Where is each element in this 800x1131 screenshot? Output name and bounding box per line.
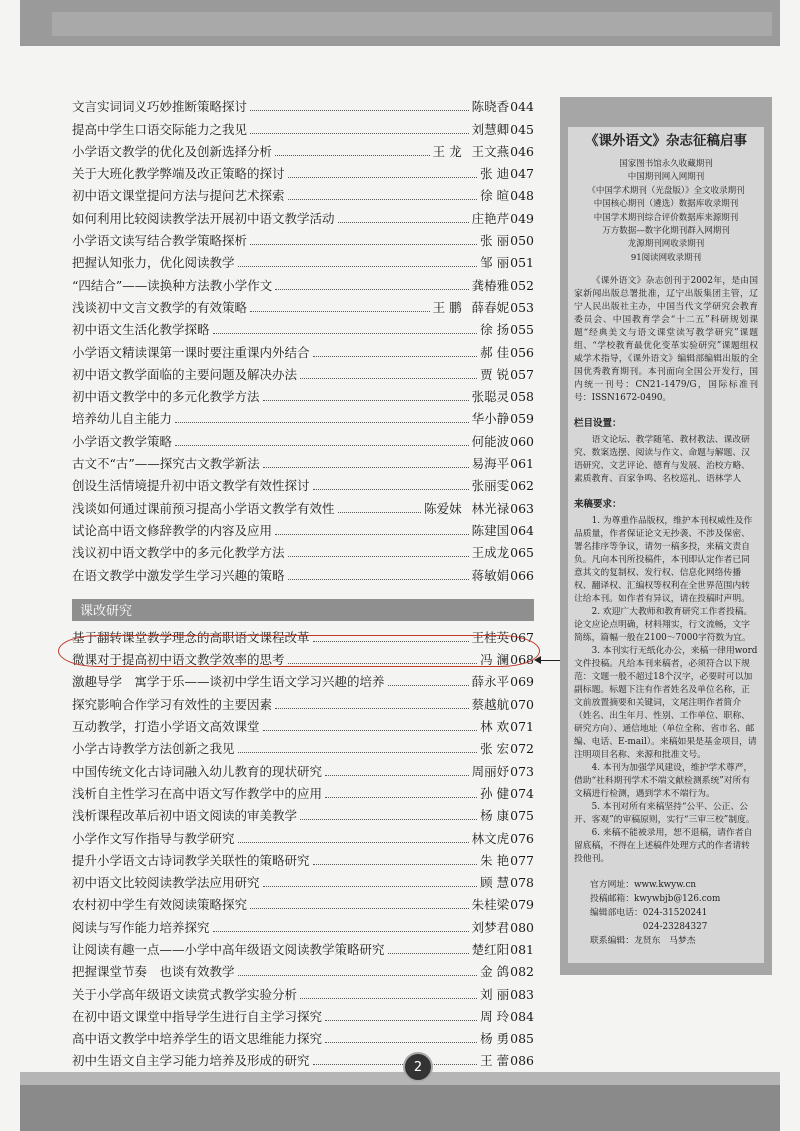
toc-entry bbox=[72, 538, 534, 560]
entry-title: 初中语文教学面临的主要问题及解决办法 bbox=[72, 366, 298, 382]
entry-page: 070 bbox=[510, 696, 534, 712]
entry-title: 浅析课程改革后初中语文阅读的审美教学 bbox=[72, 808, 298, 824]
toc-entry bbox=[72, 1002, 534, 1024]
leader-dots bbox=[238, 842, 469, 843]
toc-entry bbox=[72, 293, 534, 315]
leader-dots bbox=[300, 998, 477, 999]
entry-author: 林文虎 bbox=[471, 830, 510, 846]
entry-page: 073 bbox=[510, 763, 534, 779]
notice-title: 《课外语文》杂志征稿启事 bbox=[585, 133, 747, 149]
toc-entry bbox=[72, 756, 534, 778]
entry-page: 060 bbox=[510, 433, 534, 449]
entry-page: 076 bbox=[510, 830, 534, 846]
toc-entry bbox=[72, 159, 534, 181]
toc-entry bbox=[72, 114, 534, 136]
entry-page: 075 bbox=[510, 808, 534, 824]
entry-title: 把握课堂节奏 也谈有效教学 bbox=[72, 964, 235, 980]
entry-author: 蒋敏娟 bbox=[471, 567, 510, 583]
entry-author: 金 鸽 bbox=[480, 964, 510, 980]
entry-page: 053 bbox=[510, 299, 534, 315]
entry-page: 086 bbox=[510, 1053, 534, 1069]
requirement-item: 5. 本刊对所有来稿坚持“公平、公正、公开、客观”的审稿原则，实行“三审三校”制度。 bbox=[574, 802, 755, 826]
leader-dots bbox=[313, 864, 478, 865]
entry-title: “四结合”——读换种方法教小学作文 bbox=[72, 277, 273, 293]
toc-entry bbox=[72, 248, 534, 270]
entry-title: 关于大班化教学弊端及改正策略的探讨 bbox=[72, 166, 285, 182]
entry-author: 刘梦君 bbox=[471, 919, 510, 935]
entry-title: 在语文教学中激发学生学习兴趣的策略 bbox=[72, 567, 285, 583]
entry-page: 068 bbox=[510, 652, 534, 668]
toc-entry bbox=[72, 92, 534, 114]
entry-page: 085 bbox=[510, 1031, 534, 1047]
entry-title: 高中语文教学中培养学生的语文思维能力探究 bbox=[72, 1031, 323, 1047]
leader-dots bbox=[238, 975, 478, 976]
entry-page: 063 bbox=[510, 500, 534, 516]
toc-entry bbox=[72, 846, 534, 868]
toc-entry bbox=[72, 270, 534, 292]
entry-title: 关于小学高年级语文读赏式教学实验分析 bbox=[72, 986, 298, 1002]
entry-author: 蔡越航 bbox=[471, 696, 510, 712]
page-header-band bbox=[20, 0, 780, 46]
entry-page: 047 bbox=[510, 166, 534, 182]
leader-dots bbox=[250, 133, 469, 134]
entry-page: 067 bbox=[510, 629, 534, 645]
entry-author: 徐 暄 bbox=[480, 188, 510, 204]
entry-title: 创设生活情境提升初中语文教学有效性探讨 bbox=[72, 478, 310, 494]
entry-author: 楚红阳 bbox=[471, 941, 510, 957]
toc-entry bbox=[72, 404, 534, 426]
entry-author: 薛春妮 bbox=[471, 299, 510, 315]
entry-page: 082 bbox=[510, 964, 534, 980]
entry-author: 孙 健 bbox=[480, 785, 510, 801]
entry-page: 079 bbox=[510, 897, 534, 913]
entry-coauthor: 陈爱妹 bbox=[424, 500, 462, 516]
entry-author: 陈建国 bbox=[471, 522, 510, 538]
entry-title: 小学语文教学的优化及创新选择分析 bbox=[72, 143, 273, 159]
entry-title: 阅读与写作能力培养探究 bbox=[72, 919, 210, 935]
entry-title: 文言实词词义巧妙推断策略探讨 bbox=[72, 99, 248, 115]
entry-title: 小学古诗教学方法创新之我见 bbox=[72, 741, 235, 757]
leader-dots bbox=[338, 512, 422, 513]
footer-band-light bbox=[20, 1072, 780, 1086]
notice-inner bbox=[568, 127, 764, 963]
entry-page: 066 bbox=[510, 567, 534, 583]
entry-title: 初中生语文自主学习能力培养及形成的研究 bbox=[72, 1053, 310, 1069]
leader-dots bbox=[213, 333, 478, 334]
entry-page: 046 bbox=[510, 143, 534, 159]
entry-title: 让阅读有趣一点——小学中高年级语文阅读教学策略研究 bbox=[72, 941, 385, 957]
requirements-list bbox=[568, 515, 764, 866]
leader-dots bbox=[250, 244, 477, 245]
entry-title: 浅议初中语文教学中的多元化教学方法 bbox=[72, 545, 285, 561]
index-item: 《中国学术期刊（光盘版）》全文收录期刊 bbox=[587, 185, 745, 196]
toc-entry bbox=[72, 449, 534, 471]
entry-page: 077 bbox=[510, 852, 534, 868]
entry-author: 王文燕 bbox=[471, 143, 510, 159]
requirement-item: 4. 本刊为加强学风建设，维护学术尊严，借助“社科期刊学术不端文献检测系统”对所有文稿进行检测，遇到学术不端行为。 bbox=[574, 763, 753, 800]
entry-title: 提升小学语文古诗词教学关联性的策略研究 bbox=[72, 852, 310, 868]
entry-title: 初中语文生活化教学探略 bbox=[72, 322, 210, 338]
toc-part-2 bbox=[72, 623, 534, 1114]
entry-page: 052 bbox=[510, 277, 534, 293]
entry-page: 083 bbox=[510, 986, 534, 1002]
toc-entry bbox=[72, 315, 534, 337]
entry-title: 浅析自主性学习在高中语文写作教学中的应用 bbox=[72, 785, 323, 801]
entry-page: 072 bbox=[510, 741, 534, 757]
leader-dots bbox=[288, 199, 478, 200]
leader-dots bbox=[275, 289, 468, 290]
entry-title: 中国传统文化古诗词融入幼儿教育的现状研究 bbox=[72, 763, 323, 779]
toc-entry bbox=[72, 935, 534, 957]
entry-title: 小学作文写作指导与教学研究 bbox=[72, 830, 235, 846]
requirement-item: 2. 欢迎广大教师和教育研究工作者投稿。论文应论点明确，材料翔实，行文流畅，文字简练，篇幅一般在2100～7000字符数为宜。 bbox=[574, 607, 753, 644]
index-item: 中国学术期刊综合评价数据库来源期刊 bbox=[593, 212, 739, 223]
footer-band bbox=[20, 1085, 780, 1131]
entry-title: 把握认知张力，优化阅读教学 bbox=[72, 255, 235, 271]
entry-author: 刘慧卿 bbox=[471, 121, 510, 137]
leader-dots bbox=[238, 752, 478, 753]
contact-line: 投稿邮箱：kwywbjb@126.com bbox=[590, 894, 721, 905]
contact-info bbox=[590, 878, 758, 948]
header-inner-band bbox=[52, 12, 772, 36]
entry-page: 044 bbox=[510, 99, 534, 115]
entry-page: 057 bbox=[510, 366, 534, 382]
entry-page: 048 bbox=[510, 188, 534, 204]
contact-line: 官方网址：www.kwyw.cn bbox=[590, 880, 697, 891]
leader-dots bbox=[325, 1020, 477, 1021]
entry-author: 徐 扬 bbox=[480, 322, 510, 338]
entry-author: 周丽妤 bbox=[471, 763, 510, 779]
table-of-contents bbox=[72, 92, 534, 1113]
leader-dots bbox=[325, 797, 477, 798]
toc-entry bbox=[72, 137, 534, 159]
leader-dots bbox=[300, 378, 477, 379]
toc-entry bbox=[72, 360, 534, 382]
entry-title: 微课对于提高初中语文教学效率的思考 bbox=[72, 652, 285, 668]
entry-author: 周 玲 bbox=[480, 1008, 510, 1024]
entry-author: 刘 丽 bbox=[480, 986, 510, 1002]
entry-title: 初中语文比较阅读教学法应用研究 bbox=[72, 875, 260, 891]
entry-title: 互动教学，打造小学语文高效课堂 bbox=[72, 719, 260, 735]
entry-page: 061 bbox=[510, 456, 534, 472]
leader-dots bbox=[300, 819, 477, 820]
entry-title: 如何利用比较阅读教学法开展初中语文教学活动 bbox=[72, 210, 335, 226]
entry-page: 050 bbox=[510, 233, 534, 249]
leader-dots bbox=[238, 266, 478, 267]
entry-page: 065 bbox=[510, 545, 534, 561]
submission-notice-box bbox=[560, 97, 772, 975]
entry-title: 小学语文教学策略 bbox=[72, 433, 173, 449]
entry-author: 杨 勇 bbox=[480, 1031, 510, 1047]
requirement-item: 6. 来稿不能被录用，恕不退稿，请作者自留底稿，不得在上述稿件处理方式的作者请转投他刊。 bbox=[574, 828, 753, 865]
entry-title: 基于翻转课堂教学理念的高职语文课程改革 bbox=[72, 629, 310, 645]
toc-entry bbox=[72, 667, 534, 689]
entry-author: 张聪灵 bbox=[471, 389, 510, 405]
entry-page: 045 bbox=[510, 121, 534, 137]
entry-title: 激趣导学 寓学于乐——谈初中学生语文学习兴趣的培养 bbox=[72, 674, 385, 690]
entry-title: 小学语文读写结合教学策略探析 bbox=[72, 233, 248, 249]
entry-author: 朱 艳 bbox=[480, 852, 510, 868]
entry-author: 张 宏 bbox=[480, 741, 510, 757]
entry-author: 郝 佳 bbox=[480, 344, 510, 360]
entry-title: 探究影响合作学习有效性的主要因素 bbox=[72, 696, 273, 712]
toc-entry bbox=[72, 712, 534, 734]
requirement-item: 3. 本刊实行无纸化办公，来稿一律用word文件投稿。凡给本刊来稿者，必须符合以下规范：文题一般不超过18个汉字，必要时可以加副标题。标题下注有作者姓名及单位名称，正文前放置摘要和关键词，文尾注明作者简介（姓名、出生年月、性别、工作单位、职称、研究方向）、通信地址（单位全称、省市名、邮编、电话、E-mail）。来稿如果是基金项目，请注明项目名称、来源和批准文号。 bbox=[574, 646, 758, 761]
leader-dots bbox=[263, 467, 469, 468]
entry-author: 龚椿雅 bbox=[471, 277, 510, 293]
toc-entry bbox=[72, 1024, 534, 1046]
entry-page: 056 bbox=[510, 344, 534, 360]
leader-dots bbox=[313, 356, 478, 357]
entry-author: 薛永平 bbox=[471, 674, 510, 690]
entry-title: 在初中语文课堂中指导学生进行自主学习探究 bbox=[72, 1008, 323, 1024]
contact-line: 编辑部电话：024-31520241 bbox=[590, 908, 708, 919]
entry-page: 071 bbox=[510, 719, 534, 735]
entry-author: 顾 慧 bbox=[480, 875, 510, 891]
leader-dots bbox=[213, 931, 469, 932]
contact-line: 联系编辑：龙贤东 马梦杰 bbox=[590, 936, 696, 947]
entry-title: 试论高中语文修辞教学的内容及应用 bbox=[72, 522, 273, 538]
entry-page: 051 bbox=[510, 255, 534, 271]
leader-dots bbox=[250, 311, 430, 312]
toc-entry bbox=[72, 560, 534, 582]
entry-title: 古文不“古”——探究古文教学新法 bbox=[72, 456, 260, 472]
leader-dots bbox=[388, 953, 469, 954]
entry-coauthor: 王 龙 bbox=[432, 143, 462, 159]
entry-page: 081 bbox=[510, 941, 534, 957]
leader-dots bbox=[250, 110, 469, 111]
index-item: 万方数据—数字化期刊群入网期刊 bbox=[602, 226, 730, 237]
toc-entry bbox=[72, 734, 534, 756]
entry-page: 064 bbox=[510, 522, 534, 538]
toc-entry bbox=[72, 912, 534, 934]
entry-page: 078 bbox=[510, 875, 534, 891]
entry-author: 林光禄 bbox=[471, 500, 510, 516]
leader-dots bbox=[313, 489, 469, 490]
leader-dots bbox=[263, 886, 478, 887]
leader-dots bbox=[175, 422, 469, 423]
leader-dots bbox=[263, 730, 478, 731]
entry-page: 074 bbox=[510, 785, 534, 801]
entry-author: 王 蕾 bbox=[480, 1053, 510, 1069]
entry-title: 浅谈初中文言文教学的有效策略 bbox=[72, 299, 248, 315]
entry-title: 浅谈如何通过课前预习提高小学语文教学有效性 bbox=[72, 500, 335, 516]
leader-dots bbox=[325, 1042, 477, 1043]
journal-intro: 《课外语文》杂志创刊于2002年，是由国家新闻出版总署批准，辽宁出版集团主管，辽宁人民出版社主办，中国当代文学研究会教育委员会、中国教育学会“十二五”科研规划课题“经典美文与语文课堂读写教学研究”课题组、“学校教育最优化变革实验研究”课题组权威学术指导，《课外语文》编辑部编辑出版的全国优秀教育期刊。本刊面向全国公开发行，国内统一刊号：CN21-1479/G，国际标准刊号：ISSN1672-0490。 bbox=[574, 276, 758, 404]
entry-page: 084 bbox=[510, 1008, 534, 1024]
columns-heading: 栏目设置： bbox=[574, 418, 622, 430]
entry-author: 王桂英 bbox=[471, 629, 510, 645]
toc-entry bbox=[72, 801, 534, 823]
leader-dots bbox=[275, 708, 469, 709]
entry-author: 陈晓香 bbox=[471, 99, 510, 115]
toc-entry bbox=[72, 979, 534, 1001]
leader-dots bbox=[275, 155, 430, 156]
entry-author: 贾 锐 bbox=[480, 366, 510, 382]
entry-author: 冯 澜 bbox=[480, 652, 510, 668]
toc-entry bbox=[72, 181, 534, 203]
entry-title: 小学语文精读课第一课时要注重课内外结合 bbox=[72, 344, 310, 360]
toc-entry bbox=[72, 890, 534, 912]
entry-coauthor: 王 鹏 bbox=[432, 299, 462, 315]
entry-page: 080 bbox=[510, 919, 534, 935]
leader-dots bbox=[175, 445, 469, 446]
entry-author: 杨 康 bbox=[480, 808, 510, 824]
index-item: 91阅读网收录期刊 bbox=[630, 252, 702, 263]
entry-title: 培养幼儿自主能力 bbox=[72, 411, 173, 427]
requirements-heading: 来稿要求： bbox=[574, 499, 622, 511]
page-number-badge: 2 bbox=[403, 1052, 433, 1082]
leader-dots bbox=[338, 222, 469, 223]
toc-entry bbox=[72, 1046, 534, 1068]
columns-text: 语文论坛、教学随笔、教材教法、课改研究、数案选摆、阅读与作文、命题与解题、汉语研究、文艺评论、德育与发展、治校方略、素质教育、百家争鸣、名校巡礼、语林学人 bbox=[574, 435, 750, 485]
entry-page: 059 bbox=[510, 411, 534, 427]
entry-author: 邹 丽 bbox=[480, 255, 510, 271]
entry-author: 何能波 bbox=[471, 433, 510, 449]
toc-entry bbox=[72, 823, 534, 845]
toc-part-1 bbox=[72, 92, 534, 583]
leader-dots bbox=[250, 908, 469, 909]
index-item: 国家图书馆永久收藏期刊 bbox=[619, 159, 713, 169]
entry-title: 初中语文教学中的多元化教学方法 bbox=[72, 389, 260, 405]
index-list bbox=[568, 158, 764, 265]
entry-author: 张 丽 bbox=[480, 233, 510, 249]
leader-dots bbox=[325, 775, 469, 776]
leader-dots bbox=[263, 400, 469, 401]
entry-author: 林 欢 bbox=[480, 719, 510, 735]
entry-page: 049 bbox=[510, 210, 534, 226]
index-item: 龙源期刊网收录期刊 bbox=[627, 239, 705, 250]
section-heading: 课改研究 bbox=[72, 599, 534, 621]
toc-entry bbox=[72, 471, 534, 493]
entry-author: 易海平 bbox=[471, 456, 510, 472]
requirement-item: 1. 为尊重作品版权，维护本刊权威性及作品质量，作者保证论文无抄袭、不涉及保密、署名排序等争议，请勿一稿多投，来稿文责自负。凡向本刊所投稿件，本刊即认定作者已同意其文的复制权、发行权、信息化网络传播权、翻译权、汇编权等权利在全世界范围内转让给本刊。如作者有异议，请在投稿时声明。 bbox=[574, 516, 753, 605]
entry-author: 王成龙 bbox=[471, 545, 510, 561]
entry-page: 055 bbox=[510, 322, 534, 338]
leader-dots bbox=[288, 556, 469, 557]
entry-author: 庄艳芹 bbox=[471, 210, 510, 226]
leader-dots bbox=[388, 685, 469, 686]
index-item: 中国期刊网入网期刊 bbox=[627, 172, 705, 183]
index-item: 中国核心期刊（遴选）数据库收录期刊 bbox=[593, 199, 739, 210]
toc-entry bbox=[72, 779, 534, 801]
entry-title: 初中语文课堂提问方法与提问艺术探索 bbox=[72, 188, 285, 204]
entry-author: 张 迪 bbox=[480, 166, 510, 182]
toc-entry bbox=[72, 516, 534, 538]
entry-title: 农村初中学生有效阅读策略探究 bbox=[72, 897, 248, 913]
entry-page: 058 bbox=[510, 389, 534, 405]
toc-entry bbox=[72, 868, 534, 890]
entry-page: 069 bbox=[510, 674, 534, 690]
toc-entry bbox=[72, 203, 534, 225]
toc-entry bbox=[72, 426, 534, 448]
entry-author: 张丽雯 bbox=[471, 478, 510, 494]
entry-page: 062 bbox=[510, 478, 534, 494]
annotation-arrow-head bbox=[534, 656, 541, 664]
toc-entry bbox=[72, 957, 534, 979]
entry-author: 华小静 bbox=[471, 411, 510, 427]
leader-dots bbox=[275, 534, 469, 535]
toc-entry bbox=[72, 493, 534, 515]
entry-author: 朱桂梁 bbox=[471, 897, 510, 913]
toc-entry bbox=[72, 689, 534, 711]
toc-entry bbox=[72, 382, 534, 404]
highlight-oval bbox=[58, 635, 540, 667]
leader-dots bbox=[313, 1064, 478, 1065]
toc-entry bbox=[72, 226, 534, 248]
leader-dots bbox=[288, 177, 478, 178]
toc-entry bbox=[72, 337, 534, 359]
leader-dots bbox=[288, 579, 469, 580]
contact-line: 024-23284327 bbox=[590, 922, 708, 933]
entry-title: 提高中学生口语交际能力之我见 bbox=[72, 121, 248, 137]
